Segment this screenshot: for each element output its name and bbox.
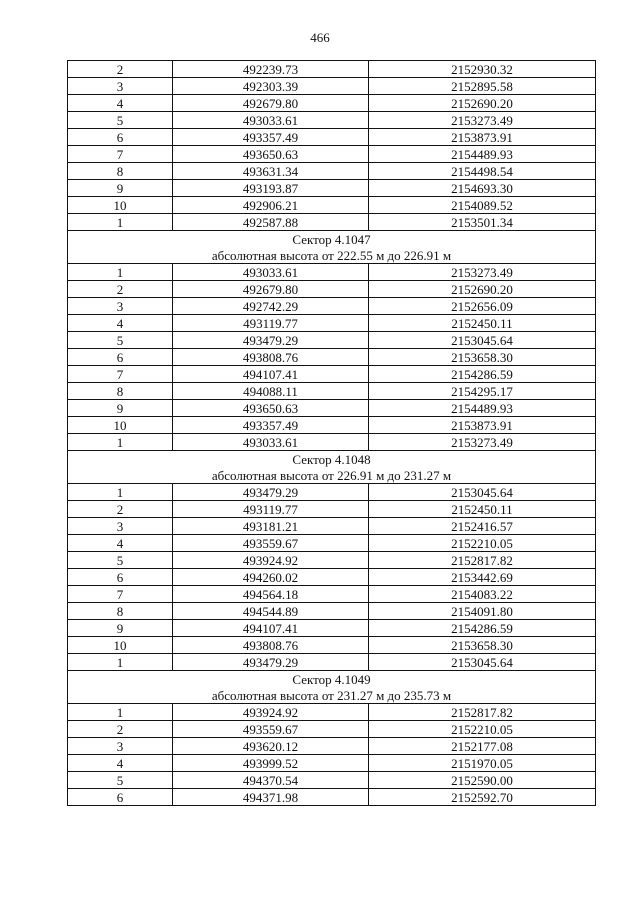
- table-row: [68, 501, 596, 518]
- point-number-cell: 6: [68, 349, 173, 366]
- table-row: [68, 569, 596, 586]
- table-row: [68, 789, 596, 806]
- y-coordinate-cell: 2154489.93: [369, 400, 596, 417]
- table-row: [68, 721, 596, 738]
- x-coordinate-cell: 493559.67: [173, 721, 369, 738]
- y-coordinate-cell: 2153873.91: [369, 129, 596, 146]
- x-coordinate-cell: 493479.29: [173, 484, 369, 501]
- x-coordinate-cell: 492906.21: [173, 197, 369, 214]
- x-coordinate-cell: 493181.21: [173, 518, 369, 535]
- y-coordinate-cell: 2153045.64: [369, 654, 596, 671]
- point-number-cell: 7: [68, 146, 173, 163]
- table-row: [68, 417, 596, 434]
- x-coordinate-cell: 493357.49: [173, 417, 369, 434]
- table-row: [68, 637, 596, 654]
- y-coordinate-cell: 2153442.69: [369, 569, 596, 586]
- point-number-cell: 6: [68, 569, 173, 586]
- x-coordinate-cell: 493193.87: [173, 180, 369, 197]
- y-coordinate-cell: 2154295.17: [369, 383, 596, 400]
- page-number: 466: [310, 30, 330, 45]
- point-number-cell: 3: [68, 518, 173, 535]
- x-coordinate-cell: 493119.77: [173, 501, 369, 518]
- y-coordinate-cell: 2153873.91: [369, 417, 596, 434]
- x-coordinate-cell: 493808.76: [173, 349, 369, 366]
- x-coordinate-cell: 493999.52: [173, 755, 369, 772]
- table-row: [68, 112, 596, 129]
- point-number-cell: 4: [68, 535, 173, 552]
- x-coordinate-cell: 493033.61: [173, 434, 369, 451]
- y-coordinate-cell: 2152177.08: [369, 738, 596, 755]
- x-coordinate-cell: 492587.88: [173, 214, 369, 231]
- x-coordinate-cell: 493033.61: [173, 264, 369, 281]
- y-coordinate-cell: 2152592.70: [369, 789, 596, 806]
- point-number-cell: 5: [68, 332, 173, 349]
- x-coordinate-cell: 493924.92: [173, 704, 369, 721]
- table-row: [68, 129, 596, 146]
- point-number-cell: 5: [68, 552, 173, 569]
- sector-height: абсолютная высота от 226.91 м до 231.27 м: [68, 467, 596, 484]
- y-coordinate-cell: 2153273.49: [369, 112, 596, 129]
- point-number-cell: 4: [68, 95, 173, 112]
- x-coordinate-cell: 493119.77: [173, 315, 369, 332]
- table-row: [68, 163, 596, 180]
- x-coordinate-cell: 493479.29: [173, 332, 369, 349]
- table-row: [68, 298, 596, 315]
- y-coordinate-cell: 2153273.49: [369, 264, 596, 281]
- table-row: [68, 78, 596, 95]
- table-row: [68, 180, 596, 197]
- y-coordinate-cell: 2154489.93: [369, 146, 596, 163]
- point-number-cell: 3: [68, 298, 173, 315]
- sector-height: абсолютная высота от 231.27 м до 235.73 м: [68, 687, 596, 704]
- table-row: [68, 146, 596, 163]
- point-number-cell: 3: [68, 78, 173, 95]
- y-coordinate-cell: 2152895.58: [369, 78, 596, 95]
- point-number-cell: 7: [68, 586, 173, 603]
- table-row: [68, 61, 596, 78]
- table-row: [68, 197, 596, 214]
- y-coordinate-cell: 2152416.57: [369, 518, 596, 535]
- y-coordinate-cell: 2152656.09: [369, 298, 596, 315]
- table-row: [68, 535, 596, 552]
- table-row: [68, 654, 596, 671]
- table-row: [68, 772, 596, 789]
- table-row: [68, 434, 596, 451]
- x-coordinate-cell: 492239.73: [173, 61, 369, 78]
- y-coordinate-cell: 2152930.32: [369, 61, 596, 78]
- y-coordinate-cell: 2152210.05: [369, 535, 596, 552]
- y-coordinate-cell: 2153045.64: [369, 332, 596, 349]
- sector-title-row: [68, 671, 596, 688]
- y-coordinate-cell: 2153501.34: [369, 214, 596, 231]
- y-coordinate-cell: 2153658.30: [369, 349, 596, 366]
- x-coordinate-cell: 492742.29: [173, 298, 369, 315]
- y-coordinate-cell: 2153658.30: [369, 637, 596, 654]
- table-row: [68, 281, 596, 298]
- x-coordinate-cell: 493033.61: [173, 112, 369, 129]
- point-number-cell: 10: [68, 197, 173, 214]
- table-row: [68, 755, 596, 772]
- x-coordinate-cell: 494564.18: [173, 586, 369, 603]
- x-coordinate-cell: 493650.63: [173, 146, 369, 163]
- table-row: [68, 332, 596, 349]
- table-row: [68, 620, 596, 637]
- point-number-cell: 4: [68, 755, 173, 772]
- point-number-cell: 1: [68, 704, 173, 721]
- y-coordinate-cell: 2152450.11: [369, 315, 596, 332]
- x-coordinate-cell: 493479.29: [173, 654, 369, 671]
- x-coordinate-cell: 493559.67: [173, 535, 369, 552]
- table-row: [68, 214, 596, 231]
- table-row: [68, 704, 596, 721]
- y-coordinate-cell: 2151970.05: [369, 755, 596, 772]
- y-coordinate-cell: 2152817.82: [369, 552, 596, 569]
- point-number-cell: 8: [68, 603, 173, 620]
- x-coordinate-cell: 494260.02: [173, 569, 369, 586]
- point-number-cell: 9: [68, 400, 173, 417]
- point-number-cell: 2: [68, 721, 173, 738]
- point-number-cell: 5: [68, 772, 173, 789]
- table-row: [68, 315, 596, 332]
- coordinates-table: [67, 60, 596, 806]
- point-number-cell: 6: [68, 789, 173, 806]
- y-coordinate-cell: 2154286.59: [369, 366, 596, 383]
- x-coordinate-cell: 492303.39: [173, 78, 369, 95]
- point-number-cell: 1: [68, 484, 173, 501]
- point-number-cell: 6: [68, 129, 173, 146]
- x-coordinate-cell: 492679.80: [173, 95, 369, 112]
- y-coordinate-cell: 2154286.59: [369, 620, 596, 637]
- y-coordinate-cell: 2153273.49: [369, 434, 596, 451]
- y-coordinate-cell: 2152690.20: [369, 95, 596, 112]
- x-coordinate-cell: 494370.54: [173, 772, 369, 789]
- table-row: [68, 484, 596, 501]
- point-number-cell: 10: [68, 637, 173, 654]
- point-number-cell: 8: [68, 383, 173, 400]
- sector-title-row: [68, 231, 596, 248]
- point-number-cell: 10: [68, 417, 173, 434]
- point-number-cell: 7: [68, 366, 173, 383]
- point-number-cell: 1: [68, 654, 173, 671]
- coordinates-table-body: [68, 61, 596, 806]
- point-number-cell: 2: [68, 501, 173, 518]
- point-number-cell: 9: [68, 180, 173, 197]
- y-coordinate-cell: 2152450.11: [369, 501, 596, 518]
- point-number-cell: 8: [68, 163, 173, 180]
- table-row: [68, 586, 596, 603]
- point-number-cell: 1: [68, 434, 173, 451]
- point-number-cell: 4: [68, 315, 173, 332]
- point-number-cell: 1: [68, 214, 173, 231]
- sector-height-row: [68, 247, 596, 264]
- table-row: [68, 400, 596, 417]
- y-coordinate-cell: 2152210.05: [369, 721, 596, 738]
- y-coordinate-cell: 2154091.80: [369, 603, 596, 620]
- sector-title: Сектор 4.1049: [68, 671, 596, 688]
- x-coordinate-cell: 493808.76: [173, 637, 369, 654]
- table-row: [68, 738, 596, 755]
- table-row: [68, 264, 596, 281]
- y-coordinate-cell: 2152817.82: [369, 704, 596, 721]
- table-row: [68, 552, 596, 569]
- y-coordinate-cell: 2154693.30: [369, 180, 596, 197]
- y-coordinate-cell: 2152590.00: [369, 772, 596, 789]
- point-number-cell: 1: [68, 264, 173, 281]
- table-row: [68, 95, 596, 112]
- table-row: [68, 366, 596, 383]
- x-coordinate-cell: 493631.34: [173, 163, 369, 180]
- table-row: [68, 383, 596, 400]
- point-number-cell: 2: [68, 281, 173, 298]
- table-row: [68, 603, 596, 620]
- point-number-cell: 3: [68, 738, 173, 755]
- sector-height: абсолютная высота от 222.55 м до 226.91 м: [68, 247, 596, 264]
- point-number-cell: 9: [68, 620, 173, 637]
- y-coordinate-cell: 2154083.22: [369, 586, 596, 603]
- x-coordinate-cell: 494088.11: [173, 383, 369, 400]
- x-coordinate-cell: 493357.49: [173, 129, 369, 146]
- y-coordinate-cell: 2152690.20: [369, 281, 596, 298]
- sector-title: Сектор 4.1047: [68, 231, 596, 248]
- y-coordinate-cell: 2154089.52: [369, 197, 596, 214]
- y-coordinate-cell: 2153045.64: [369, 484, 596, 501]
- x-coordinate-cell: 494544.89: [173, 603, 369, 620]
- sector-height-row: [68, 467, 596, 484]
- x-coordinate-cell: 492679.80: [173, 281, 369, 298]
- sector-title: Сектор 4.1048: [68, 451, 596, 468]
- x-coordinate-cell: 493650.63: [173, 400, 369, 417]
- x-coordinate-cell: 494107.41: [173, 366, 369, 383]
- sector-title-row: [68, 451, 596, 468]
- x-coordinate-cell: 493620.12: [173, 738, 369, 755]
- sector-height-row: [68, 687, 596, 704]
- table-row: [68, 518, 596, 535]
- x-coordinate-cell: 494371.98: [173, 789, 369, 806]
- table-row: [68, 349, 596, 366]
- x-coordinate-cell: 494107.41: [173, 620, 369, 637]
- point-number-cell: 5: [68, 112, 173, 129]
- x-coordinate-cell: 493924.92: [173, 552, 369, 569]
- point-number-cell: 2: [68, 61, 173, 78]
- y-coordinate-cell: 2154498.54: [369, 163, 596, 180]
